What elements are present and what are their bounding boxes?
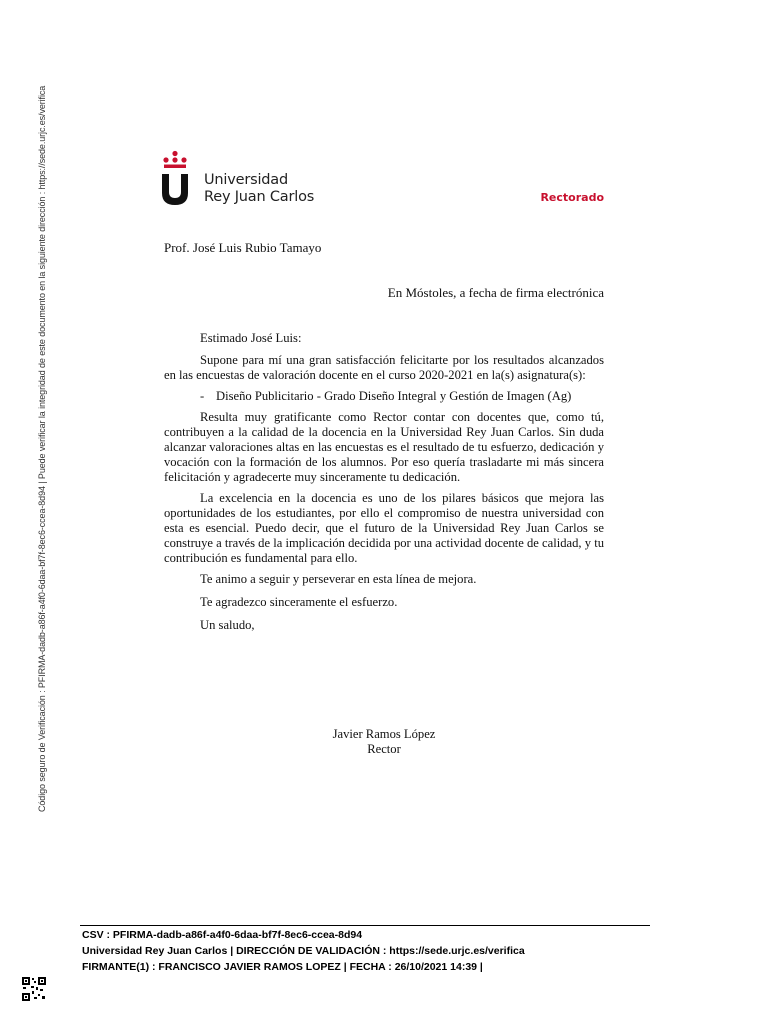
- signer-title: Rector: [367, 742, 401, 756]
- university-name-line1: Universidad: [204, 172, 288, 188]
- subject-text: Diseño Publicitario - Grado Diseño Integral y Gestión de Imagen (Ag): [216, 389, 572, 403]
- letter-body: [164, 331, 604, 641]
- footer-csv: CSV : PFIRMA-dadb-a86f-a4f0-6daa-bf7f-8ec6-ccea-8d94: [82, 929, 363, 941]
- addressee: Prof. José Luis Rubio Tamayo: [164, 240, 322, 255]
- department-label: Rectorado: [540, 191, 604, 204]
- paragraph-4: Te animo a seguir y perseverar en esta línea de mejora.: [200, 572, 477, 586]
- footer-signer: FIRMANTE(1) : FRANCISCO JAVIER RAMOS LOPEZ | FECHA : 26/10/2021 14:39 |: [82, 961, 483, 973]
- paragraph-5: Te agradezco sinceramente el esfuerzo.: [200, 595, 398, 609]
- place-date: En Móstoles, a fecha de firma electrónica: [387, 285, 604, 300]
- signer-name: Javier Ramos López: [332, 727, 436, 741]
- verification-strip: Código seguro de Verificación : PFIRMA-dadb-a86f-a4f0-6daa-bf7f-8ec6-ccea-8d94 | Puede verificar la integridad de este documento en la siguiente dirección : https://sede.urjc.es/verifica: [37, 85, 47, 812]
- greeting: Estimado José Luis:: [200, 331, 302, 345]
- university-name: [204, 172, 314, 206]
- validation-footer: [82, 927, 525, 975]
- signature-block: [164, 727, 604, 757]
- subject-dash: -: [200, 389, 205, 403]
- university-name-line2: Rey Juan Carlos: [204, 189, 315, 205]
- paragraph-3: La excelencia en la docencia es uno de los pilares básicos que mejora las oportunidades de los estudiantes, por ello el compromiso de nuestra universidad con esta es esencial. Puedo decir, que el futuro de la Universidad Rey Juan Carlos se construye a través de la implicación decidida por una actividad docente de calidad, y tu contribución es fundamental para ello.: [164, 491, 604, 565]
- footer-validation-url: Universidad Rey Juan Carlos | DIRECCIÓN DE VALIDACIÓN : https://sede.urjc.es/verifica: [82, 945, 525, 957]
- subject-item: [164, 389, 604, 404]
- paragraph-2: Resulta muy gratificante como Rector contar con docentes que, como tú, contribuyen a la calidad de la docencia en la Universidad Rey Juan Carlos. Sin duda alcanzar valoraciones altas en las encuestas es el resultado de tu esfuerzo, dedicación y vocación con la formación de los alumnos. Por eso quería trasladarte mi más sincera felicitación y agradecerte muy sinceramente tu dedicación.: [164, 410, 604, 484]
- university-logo: [160, 150, 360, 210]
- qr-code-icon: [22, 977, 46, 1001]
- paragraph-1: Supone para mí una gran satisfacción felicitarte por los resultados alcanzados en las encuestas de valoración docente en el curso 2020-2021 en la(s) asignatura(s):: [164, 353, 604, 382]
- crown-u-logo: [160, 150, 190, 208]
- footer-divider: [80, 925, 650, 926]
- closing: Un saludo,: [200, 618, 255, 632]
